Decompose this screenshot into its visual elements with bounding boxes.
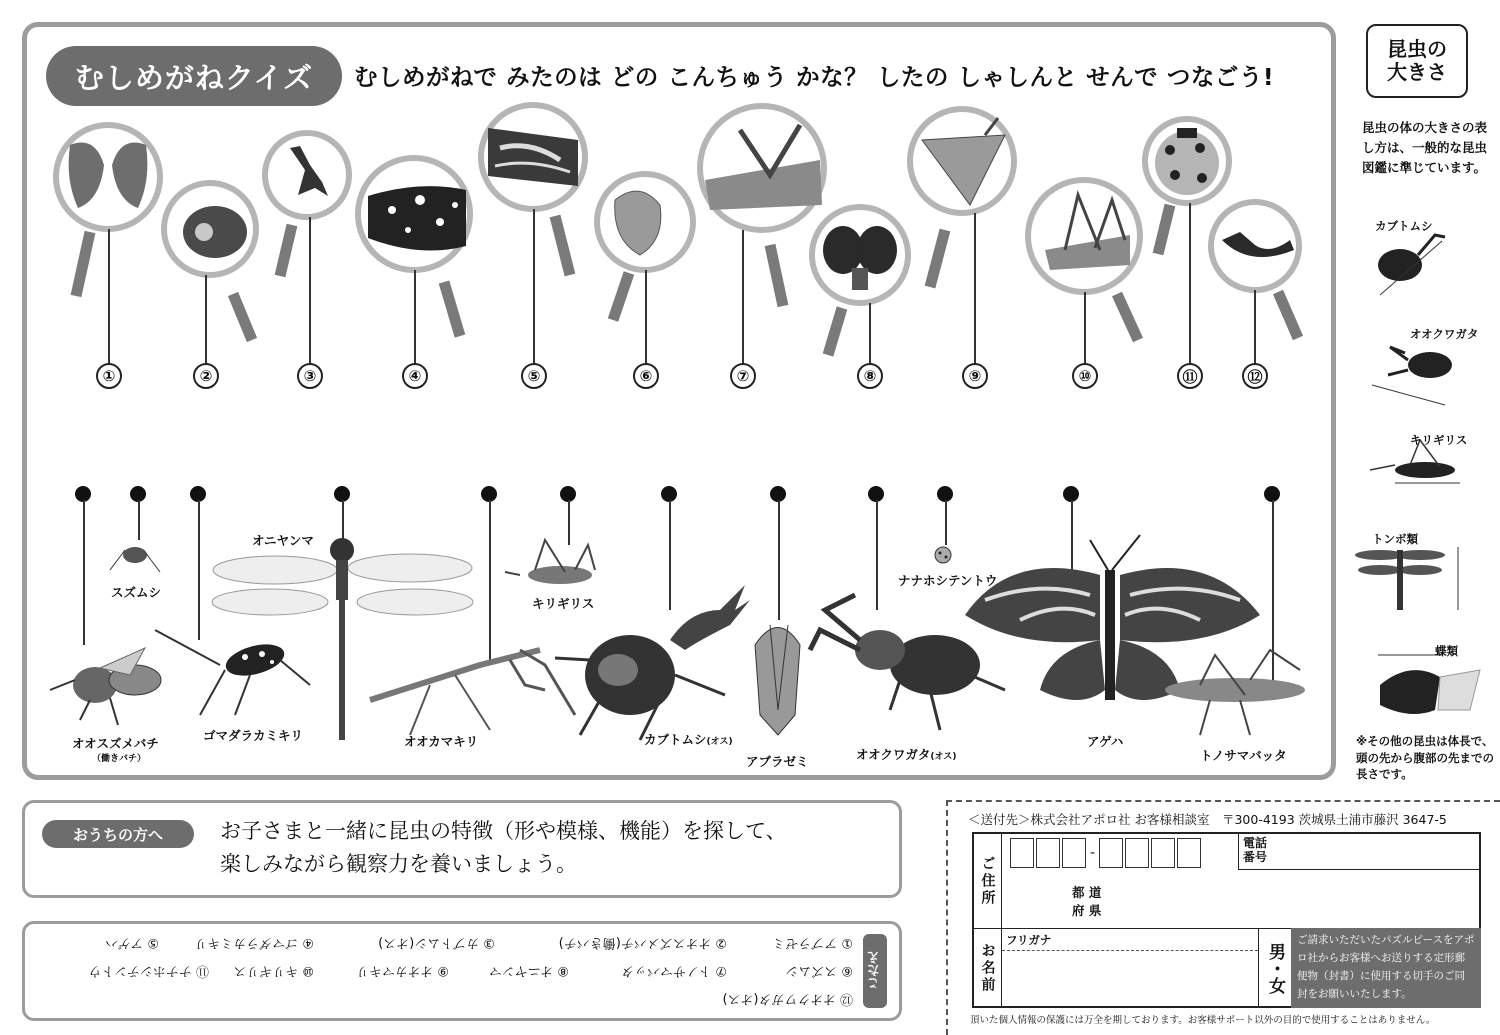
magnifier-line-2 (205, 275, 207, 364)
answer-11: ⑪ ナナホシテントウ (88, 963, 209, 978)
quiz-title: むしめがねクイズ (46, 46, 342, 106)
magnifier-7[interactable] (700, 106, 824, 306)
insect-label-ageha: アゲハ (1087, 734, 1124, 749)
insect-label-suzumushi: スズムシ (111, 585, 162, 600)
side-label-kirigirisu: キリギリス (1410, 433, 1468, 447)
insect-sublabel-oosuzumebachi: （働きバチ） (92, 754, 147, 764)
magnifier-line-3 (309, 217, 311, 364)
quiz-instruction: むしめがねで みたのは どの こんちゅう かな？ したの しゃしんと せんで つなごう! (354, 63, 1275, 91)
side-title-line1: 昆虫の (1387, 37, 1447, 61)
answer-10: ⑩ キリギリス (233, 963, 314, 978)
insect-label-kirigirisu: キリギリス (532, 596, 595, 611)
illustration-tonosamabatta[interactable] (1165, 650, 1305, 735)
answer-9: ⑨ オオカマキリ (355, 963, 449, 978)
answer-2: ② オオスズメバチ(働きバチ) (558, 935, 727, 950)
side-label-tonbo: トンボ類 (1372, 532, 1418, 546)
side-description: 昆虫の体の大きさの表し方は、一般的な昆虫図鑑に準じています。 (1362, 120, 1488, 175)
address-label: ご住所 (974, 834, 1002, 928)
magnifier-number-9[interactable]: ⑨ (962, 363, 988, 389)
illustration-gomadarakamikiri[interactable] (155, 630, 310, 715)
kabutomushi-name: カブトムシ (644, 732, 707, 747)
prefecture-label (1072, 884, 1101, 919)
insect-label-gomadarakamikiri: ゴマダラカミキリ (203, 728, 304, 743)
magnifier-line-5 (533, 209, 535, 364)
illustration-nanahoshitentou[interactable] (935, 547, 951, 563)
parents-label: おうちの方へ (42, 820, 194, 848)
magnifier-number-12[interactable]: ⑫ (1242, 363, 1268, 389)
insect-label-aburazemi: アブラゼミ (746, 754, 809, 769)
magnifier-line-4 (414, 270, 416, 364)
postal-box[interactable] (1177, 838, 1201, 868)
magnifier-number-10[interactable]: ⑩ (1072, 363, 1098, 389)
postal-box[interactable] (1151, 838, 1175, 868)
phone-label-1: 電話 (1243, 836, 1268, 850)
magnifier-number-1[interactable]: ① (96, 363, 122, 389)
answer-3: ③ カブトムシ(オス) (378, 935, 495, 950)
size-diagram-tonbo (1355, 547, 1458, 610)
illustration-ookamakiri[interactable] (370, 650, 575, 735)
magnifier-line-6 (645, 270, 647, 364)
ookuwagata-name: オオクワガタ (856, 747, 931, 762)
postal-code-boxes[interactable] (1010, 838, 1201, 868)
phone-label-2: 番号 (1243, 850, 1268, 865)
magnifier-number-3[interactable]: ③ (297, 363, 323, 389)
answer-6: ⑥ スズムシ (785, 963, 853, 978)
magnifier-line-10 (1084, 292, 1086, 364)
name-input[interactable] (1010, 952, 1250, 1004)
gender-select[interactable]: 男・女 (1258, 929, 1292, 1007)
magnifier-number-4[interactable]: ④ (402, 363, 428, 389)
prefecture-line-2: 府 県 (1072, 902, 1102, 918)
magnifier-3[interactable] (265, 133, 349, 276)
prefecture-line-1: 都 道 (1072, 885, 1102, 900)
insect-label-nanahoshitentou: ナナホシテントウ (898, 573, 998, 588)
magnifier-line-8 (869, 303, 871, 364)
phone-field[interactable] (1238, 834, 1481, 870)
insect-label-oniyanma: オニヤンマ (252, 533, 314, 548)
magnifier-number-7[interactable]: ⑦ (730, 363, 756, 389)
illustration-aburazemi[interactable] (755, 625, 800, 735)
magnifier-line-7 (742, 230, 744, 364)
magnifier-number-8[interactable]: ⑧ (857, 363, 883, 389)
form-note: ご請求いただいたパズルピースをアポロ社からお客様へお送りする定形郵便物（封書）に使用する切手のご同封をお願いいたします。 (1291, 928, 1481, 1008)
size-diagrams (1350, 215, 1500, 715)
size-diagram-chou (1378, 655, 1480, 714)
parents-line-1: お子さまと一緒に昆虫の特徴（形や模様、機能）を探して、 (220, 819, 787, 843)
magnifier-8[interactable] (812, 207, 908, 355)
illustration-kirigirisu[interactable] (505, 540, 595, 584)
magnifier-number-5[interactable]: ⑤ (521, 363, 547, 389)
side-label-chou: 蝶類 (1435, 644, 1458, 658)
furigana-divider (1002, 950, 1258, 951)
answer-12: ⑫ オオクワガタ(オス) (722, 991, 853, 1006)
answer-4: ④ ゴマダラカミキリ (194, 935, 314, 950)
size-diagram-ookuwagata (1372, 347, 1452, 405)
insect-label-oosuzumebachi: オオスズメバチ (72, 736, 159, 751)
insect-label-kabutomushi (644, 730, 733, 748)
magnifier-number-6[interactable]: ⑥ (633, 363, 659, 389)
answer-1: ① アブラゼミ (772, 935, 853, 950)
parents-line-2: 楽しみながら観察力を養いましょう。 (220, 851, 577, 876)
form-header: ＜送付先＞株式会社アポロ社 お客様相談室 〒300-4193 茨城県土浦市藤沢 3647-5 (968, 812, 1447, 827)
magnifier-line-12 (1254, 290, 1256, 364)
side-title-line2: 大きさ (1387, 60, 1447, 84)
illustration-suzumushi[interactable] (110, 547, 160, 572)
magnifier-row (0, 0, 1340, 400)
illustration-oosuzumebachi[interactable] (50, 648, 161, 725)
answer-8: ⑧ オニヤンマ (488, 963, 569, 978)
magnifier-number-11[interactable]: ⑪ (1177, 363, 1203, 389)
answer-label: こたえ (863, 934, 887, 1008)
name-label: お名前 (974, 929, 1002, 1007)
postal-dash: - (1090, 845, 1096, 861)
magnifier-line-9 (974, 213, 976, 364)
parents-text (220, 815, 787, 880)
ookuwagata-sub: (オス) (930, 752, 957, 762)
size-diagram-kabutomushi (1378, 235, 1445, 295)
postal-box[interactable] (1099, 838, 1123, 868)
magnifier-line-1 (108, 229, 110, 364)
kabutomushi-sub: (オス) (706, 737, 733, 747)
magnifier-2[interactable] (164, 183, 256, 340)
form-footer: 頂いた個人情報の保護には万全を期しております。お客様サポート以外の目的で使用することはありません。 (970, 1015, 1436, 1026)
postal-box[interactable] (1062, 838, 1086, 868)
illustration-oniyanma[interactable] (212, 538, 473, 740)
answer-5: ⑤ アゲハ (105, 935, 159, 950)
side-title (1366, 24, 1468, 98)
postal-box[interactable] (1125, 838, 1149, 868)
magnifier-number-2[interactable]: ② (193, 363, 219, 389)
illustration-ageha[interactable] (965, 535, 1260, 700)
answer-7: ⑦ トノサマバッタ (621, 963, 727, 978)
magnifier-9[interactable] (910, 109, 1014, 287)
insect-label-tonosamabatta: トノサマバッタ (1200, 748, 1287, 763)
side-label-kabutomushi: カブトムシ (1375, 219, 1433, 233)
furigana-label: フリガナ (1006, 933, 1052, 947)
insect-label-ookuwagata (856, 745, 957, 763)
magnifier-line-11 (1189, 203, 1191, 364)
postal-box[interactable] (1036, 838, 1060, 868)
side-note: ※その他の昆虫は体長で、頭の先から腹部の先までの長さです。 (1356, 734, 1494, 782)
side-label-ookuwagata: オオクワガタ (1410, 327, 1479, 341)
postal-box[interactable] (1010, 838, 1034, 868)
answer-box (22, 921, 902, 1021)
insect-label-ookamakiri: オオカマキリ (404, 734, 479, 749)
